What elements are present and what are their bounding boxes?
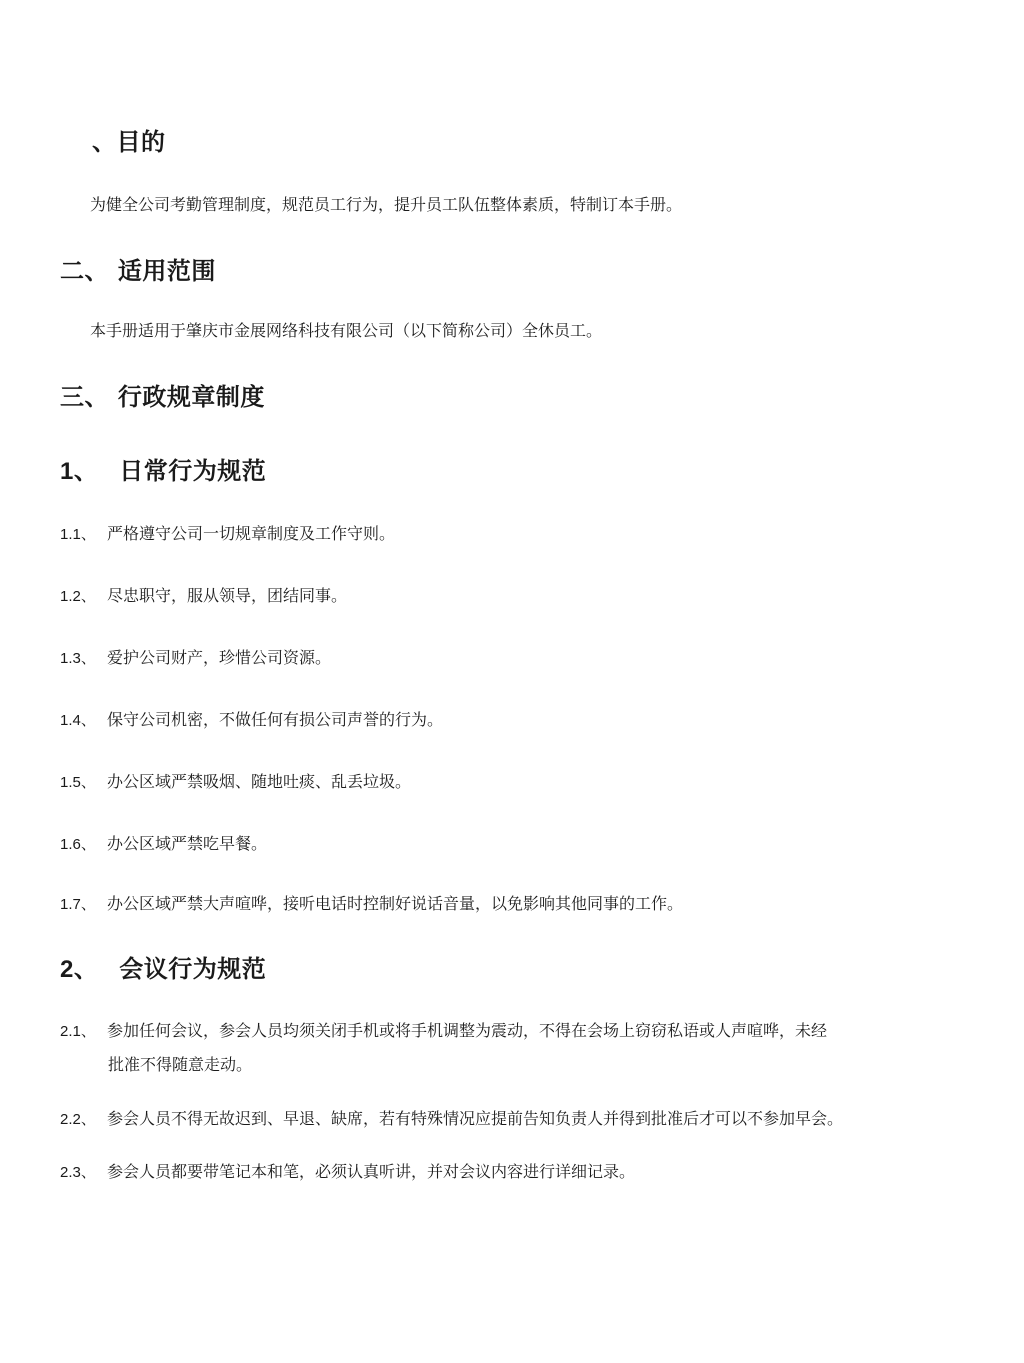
heading-admin: 三、 行政规章制度	[60, 383, 265, 411]
list-item-text: 尽忠职守，服从领导，团结同事。	[106, 586, 347, 605]
list-item-number: 1.3、	[60, 650, 96, 667]
list-item-number: 1.2、	[60, 588, 96, 605]
heading-purpose: 、目的	[92, 128, 166, 156]
list-item	[60, 891, 683, 914]
heading-daily-title: 日常行为规范	[119, 457, 267, 485]
list-item-number: 1.6、	[60, 836, 96, 853]
heading-meeting-title: 会议行为规范	[119, 955, 267, 983]
list-item	[60, 1018, 827, 1041]
heading-daily-number: 1、	[60, 458, 99, 485]
heading-meeting	[60, 949, 266, 984]
list-item-continuation: 批准不得随意走动。	[108, 1055, 253, 1074]
list-item-number: 1.1、	[60, 526, 96, 543]
list-item	[60, 1106, 843, 1129]
scope-text: 本手册适用于肇庆市金展网络科技有限公司（以下简称公司）全休员工。	[90, 321, 603, 340]
heading-daily	[60, 451, 266, 486]
list-item-number: 1.4、	[60, 712, 96, 729]
list-item	[60, 1159, 635, 1182]
list-item-number: 2.3、	[60, 1164, 96, 1181]
list-item-number: 1.7、	[60, 896, 96, 913]
list-item-text: 办公区域严禁吸烟、随地吐痰、乱丢垃圾。	[106, 772, 411, 791]
list-item-text: 爱护公司财产，珍惜公司资源。	[106, 648, 331, 667]
list-item-number: 2.2、	[60, 1111, 96, 1128]
list-item	[60, 645, 331, 668]
list-item-text: 参会人员都要带笔记本和笔，必须认真听讲，并对会议内容进行详细记录。	[106, 1162, 635, 1181]
purpose-text: 为健全公司考勤管理制度，规范员工行为，提升员工队伍整体素质，特制订本手册。	[90, 195, 683, 214]
list-item-text: 参会人员不得无故迟到、早退、缺席，若有特殊情况应提前告知负责人并得到批准后才可以不参加早会。	[106, 1109, 843, 1128]
list-item-text: 参加任何会议，参会人员均须关闭手机或将手机调整为震动，不得在会场上窃窃私语或人声喧哗，未经	[106, 1021, 827, 1040]
list-item-text: 保守公司机密，不做任何有损公司声誉的行为。	[106, 710, 443, 729]
list-item-text: 办公区域严禁大声喧哗，接听电话时控制好说话音量，以免影响其他同事的工作。	[106, 894, 683, 913]
list-item	[60, 707, 443, 730]
list-item-text: 办公区域严禁吃早餐。	[106, 834, 267, 853]
heading-meeting-number: 2、	[60, 956, 99, 983]
heading-scope: 二、 适用范围	[60, 257, 216, 285]
list-item	[60, 831, 267, 854]
list-item-number: 2.1、	[60, 1023, 96, 1040]
list-item-text: 严格遵守公司一切规章制度及工作守则。	[106, 524, 395, 543]
list-item-number: 1.5、	[60, 774, 96, 791]
list-item	[60, 769, 411, 792]
list-item	[60, 521, 395, 544]
list-item	[60, 583, 347, 606]
